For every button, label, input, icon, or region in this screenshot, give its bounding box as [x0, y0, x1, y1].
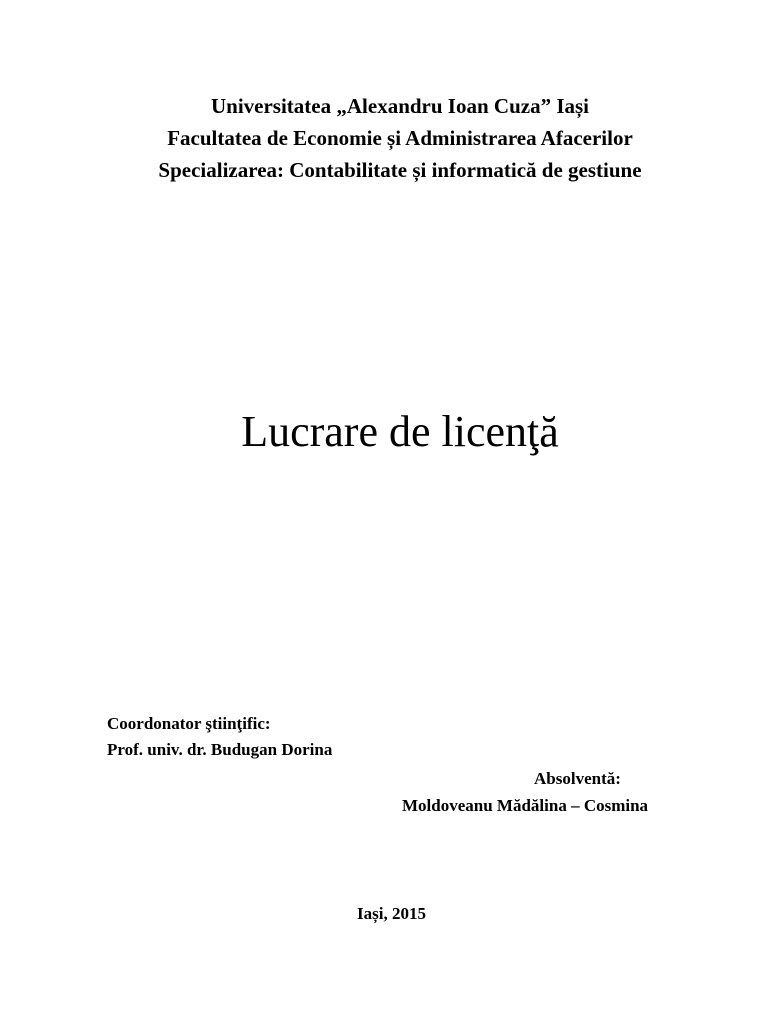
coordinator-label: Coordonator ştiinţific:: [107, 714, 271, 733]
graduate-name: Moldoveanu Mădălina – Cosmina: [402, 796, 649, 815]
specialization-name: Specializarea: Contabilitate și informatică de gestiune: [158, 158, 642, 182]
institution-header: [0, 90, 768, 186]
faculty-name: Facultatea de Economie și Administrarea Afacerilor: [167, 126, 633, 150]
university-name: Universitatea „Alexandru Ioan Cuza” Iași: [210, 94, 589, 118]
graduate-label: Absolventă:: [534, 769, 621, 788]
coordinator-name: Prof. univ. dr. Budugan Dorina: [107, 740, 333, 759]
thesis-title: Lucrare de licenţă: [241, 407, 559, 456]
place-and-year: Iași, 2015: [357, 904, 426, 923]
coordinator-block: [107, 711, 332, 763]
